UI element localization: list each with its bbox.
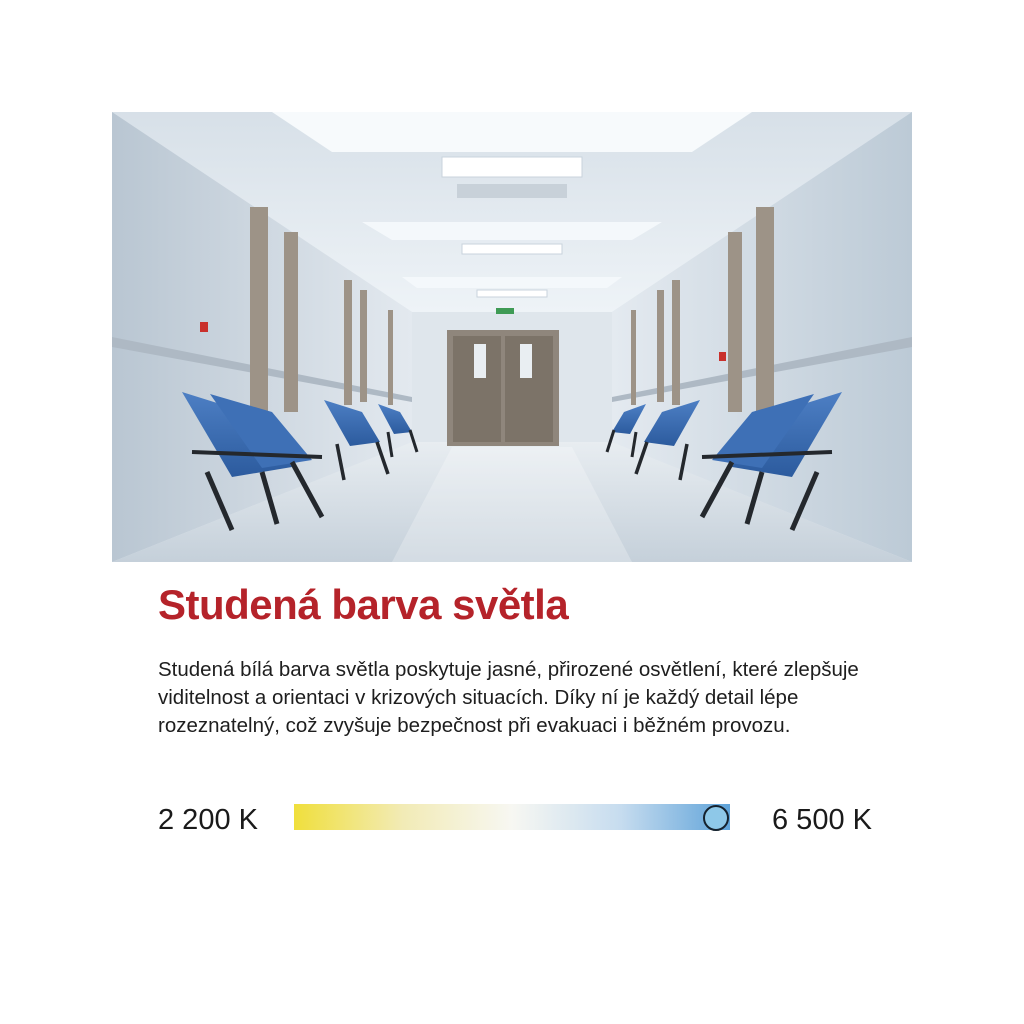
description-line: rozeznatelný, což zvyšuje bezpečnost při evakuaci i běžném provozu. bbox=[158, 714, 791, 737]
description-line: viditelnost a orientaci v krizových situacích. Díky ní je každý detail lépe bbox=[158, 686, 799, 709]
color-temperature-scale bbox=[158, 800, 878, 840]
scale-position-marker bbox=[703, 805, 729, 831]
scale-max-label: 6 500 K bbox=[772, 804, 872, 836]
color-temperature-gradient-bar bbox=[294, 804, 730, 830]
hospital-corridor-image bbox=[112, 112, 912, 562]
description-paragraph bbox=[158, 656, 878, 740]
description-line: Studená bílá barva světla poskytuje jasné, přirozené osvětlení, které zlepšuje bbox=[158, 658, 859, 681]
scale-min-label: 2 200 K bbox=[158, 804, 258, 836]
page-title: Studená barva světla bbox=[158, 581, 569, 628]
